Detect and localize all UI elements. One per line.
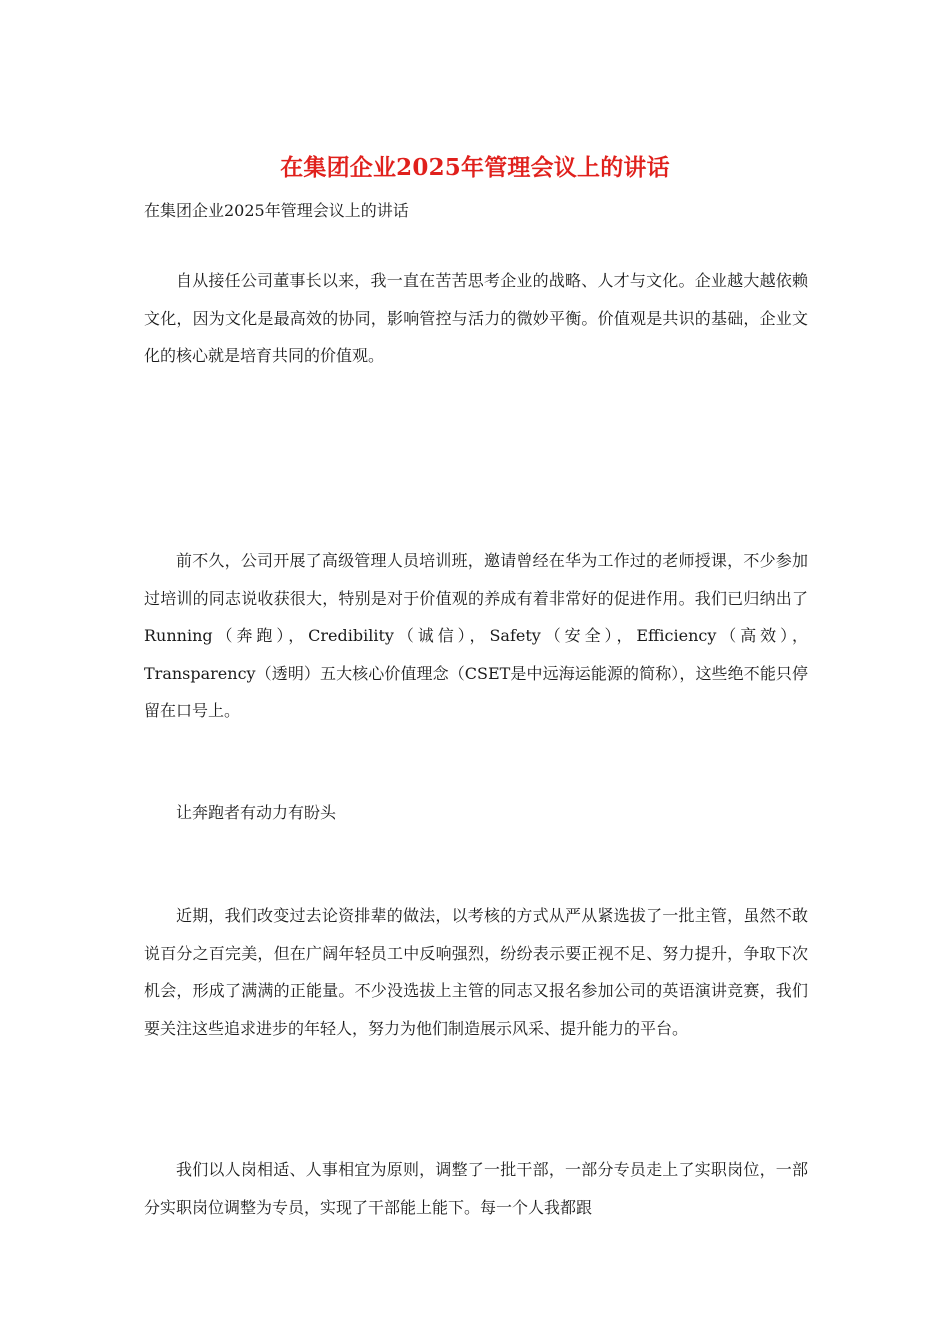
paragraph-4: 我们以人岗相适、人事相宜为原则，调整了一批干部，一部分专员走上了实职岗位，一部分实职岗位调整为专员，实现了干部能上能下。每一个人我都跟 bbox=[144, 1160, 808, 1217]
paragraph-2: 前不久，公司开展了高级管理人员培训班，邀请曾经在华为工作过的老师授课，不少参加过培训的同志说收获很大，特别是对于价值观的养成有着非常好的促进作用。我们已归纳出了Running（奔跑），Credibility（诚信），Safety（安全），Efficiency（高效），Transparency（透明）五大核心价值理念（CSET是中远海运能源的简称），这些绝不能只停留在口号上。 bbox=[144, 551, 808, 720]
document-subtitle: 在集团企业2025年管理会议上的讲话 bbox=[144, 201, 409, 220]
paragraph-3: 近期，我们改变过去论资排辈的做法，以考核的方式从严从紧选拔了一批主管，虽然不敢说百分之百完美，但在广阔年轻员工中反响强烈，纷纷表示要正视不足、努力提升，争取下次机会，形成了满满的正能量。不少没选拔上主管的同志又报名参加公司的英语演讲竞赛，我们要关注这些追求进步的年轻人，努力为他们制造展示风采、提升能力的平台。 bbox=[144, 906, 808, 1038]
document-title: 在集团企业2025年管理会议上的讲话 bbox=[280, 154, 670, 181]
paragraph-1: 自从接任公司董事长以来，我一直在苦苦思考企业的战略、人才与文化。企业越大越依赖文化，因为文化是最高效的协同，影响管控与活力的微妙平衡。价值观是共识的基础，企业文化的核心就是培育共同的价值观。 bbox=[144, 271, 808, 365]
section-heading: 让奔跑者有动力有盼头 bbox=[176, 803, 337, 822]
